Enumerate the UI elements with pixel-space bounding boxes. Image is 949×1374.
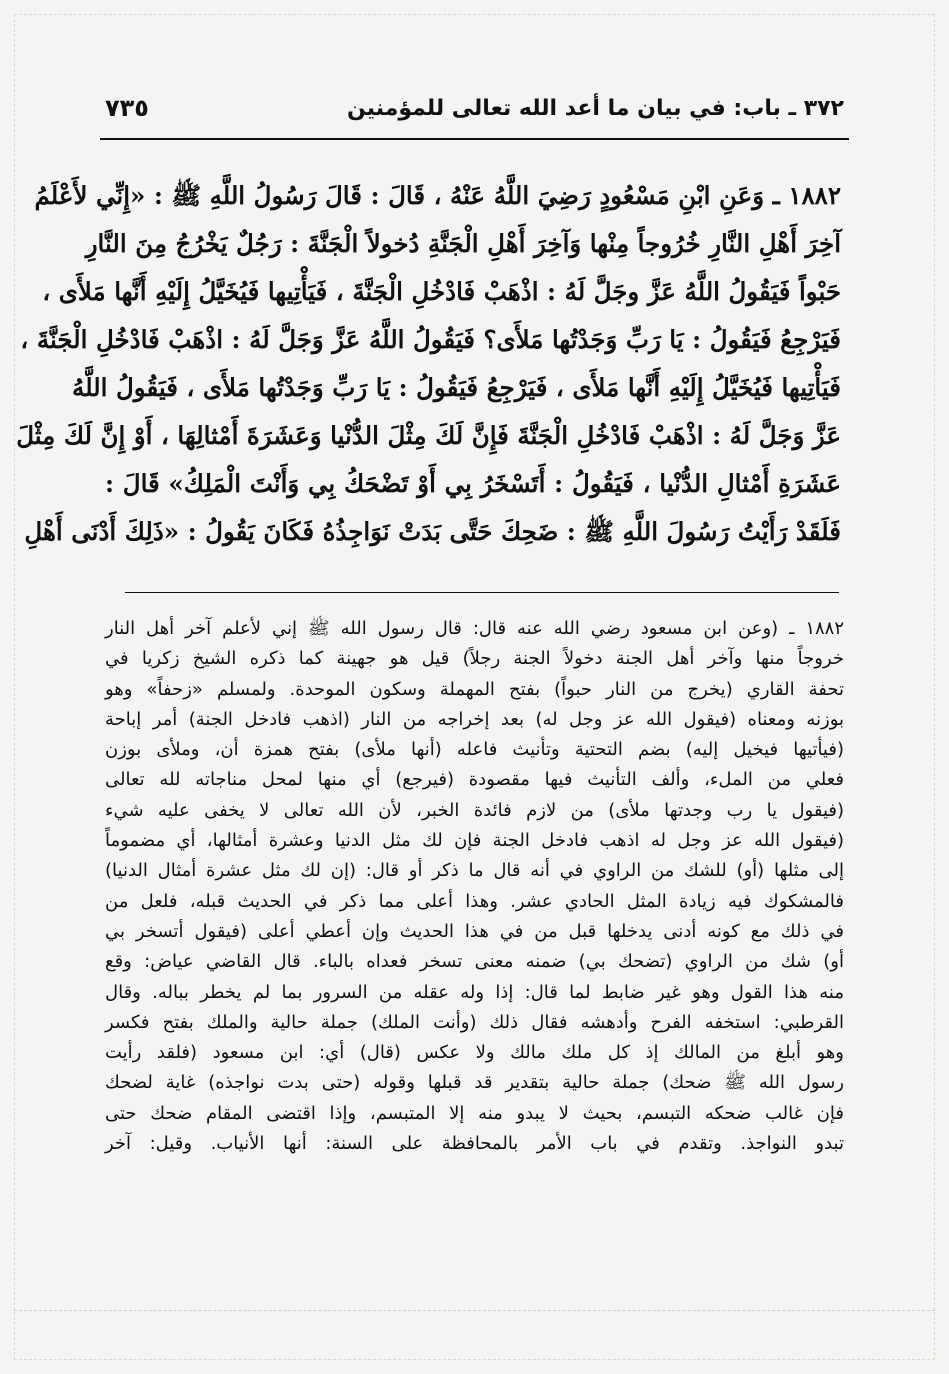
hadith-line: حَبْواً فَيَقُولُ اللَّهُ عَزَّ وجَلَّ لَهُ : اذْهَبْ فَادْخُلِ الْجَنَّةَ ، فَيَأْتِيها فَيُخَيَّلُ إِلَيْهِ أَنَّها مَلأَى ، xyxy=(42,277,841,306)
commentary-text xyxy=(105,614,844,1159)
section-divider xyxy=(125,592,839,593)
page-number: ٧٣٥ xyxy=(105,94,149,122)
header-rule xyxy=(100,138,849,140)
commentary-line: وهو أبلغ من المالك إذ كل ملك مالك ولا عكس (قال) أي: ابن مسعود (فلقد رأيت xyxy=(105,1042,844,1064)
hadith-line: فَيَرْجِعُ فَيَقُولُ : يَا رَبِّ وَجَدْتُها مَلأَى؟ فَيَقُولُ اللَّهُ عَزَّ وَجَلَّ لَهُ : اذْهَبْ فَادْخُلِ الْجَنَّةَ ، xyxy=(20,325,841,354)
commentary-line: بوزنه ومعناه (فيقول الله عز وجل له) بعد إخراجه من النار (اذهب فادخل الجنة) أمر إباحة xyxy=(105,708,844,730)
commentary-line: خروجاً منها وآخر أهل الجنة دخولاً الجنة رجلاً) قيل هو جهينة كما ذكره الشيخ زكريا في xyxy=(105,648,844,670)
commentary-line: فعلي من الملء، وألف التأنيث فيها مقصودة (فيرجع) أي منها لمحل مناجاته لله تعالى xyxy=(105,769,844,791)
commentary-line: تحفة القاري (يخرج من النار حبواً) بفتح المهملة وسكون الموحدة. ولمسلم «زحفاً» وهو xyxy=(105,678,844,700)
hadith-line: عَشَرَةِ أَمْثالِ الدُّنْيا ، فَيَقُولُ : أَتَسْخَرُ بِي أَوْ تَضْحَكُ بِي وَأَنْتَ الْمَلِكُ» قَالَ : xyxy=(105,469,841,498)
hadith-line: فَيَأْتِيها فَيُخَيَّلُ إِلَيْهِ أَنَّها مَلأَى ، فَيَرْجِعُ فَيَقُولُ : يَا رَبِّ وَجَدْتُها مَلأَى ، فَيَقُولُ اللَّهُ xyxy=(71,373,841,402)
hadith-line: آخِرَ أَهْلِ النَّارِ خُرُوجاً مِنْها وَآخِرَ أَهْلِ الْجَنَّةِ دُخولاً الْجَنَّةَ : رَجُلٌ يَخْرُجُ مِنَ النَّارِ xyxy=(85,229,841,258)
commentary-line: ١٨٨٢ ـ (وعن ابن مسعود رضي الله عنه قال: قال رسول الله ﷺ إني لأعلم آخر أهل النار xyxy=(105,618,844,639)
hadith-line: فَلَقَدْ رَأَيْتُ رَسُولَ اللَّهِ ﷺ : ضَحِكَ حَتَّى بَدَتْ نَوَاجِذُهُ فَكَانَ يَقُولُ : «ذَلِكَ أَدْنَى أَهْلِ xyxy=(24,517,841,546)
page-bottom-edge xyxy=(14,1310,935,1311)
commentary-line: أو) شك من الراوي (تضحك بي) ضمنه معنى تسخر فعداه بالباء. قال القاضي عياض: وقع xyxy=(105,951,844,973)
commentary-line: فالمشكوك فيه زيادة المثل الحادي عشر. وهذا أعلى مما ذكر في الحديث قبله، فلعل من xyxy=(105,890,844,912)
commentary-line: منه هذا القول وهو غير ضابط لما قال: إذا وله عقله من السرور بما لم يخطر بباله. وقال xyxy=(105,981,844,1003)
commentary-line: (فيقول يا رب وجدتها ملأى) من لازم فائدة الخبر، لأن الله تعالى لا يخفى عليه شيء xyxy=(105,799,844,821)
commentary-line: إلى مثلها (أو) للشك من الراوي في أنه قال ما ذكر أو قال: (إن لك مثل عشرة أمثال الدنيا) xyxy=(105,860,844,882)
hadith-text xyxy=(16,172,841,556)
commentary-line: في ذلك مع كونه أدنى يدخلها قبل من في هذا الحديث وإن أعطي أعلى (فيقول أتسخر بي xyxy=(105,920,844,942)
commentary-line: (فيأتيها فيخيل إليه) بضم التحتية وتأنيث فاعله (أنها ملأى) بفتح همزة أن، وملأى بوزن xyxy=(105,739,844,761)
page-header xyxy=(105,92,844,138)
commentary-line: القرطبي: استخفه الفرح وأدهشه فقال ذلك (وأنت الملك) جملة حالية والملك بفتح فكسر xyxy=(105,1011,844,1033)
commentary-line: رسول الله ﷺ ضحك) جملة حالية بتقدير قد قبلها وقوله (حتى بدت نواجذه) غاية لضحك xyxy=(105,1072,844,1094)
commentary-line: (فيقول الله عز وجل له اذهب فادخل الجنة فإن لك مثل الدنيا وعشرة أمثالها، أي مضموماً xyxy=(105,830,844,852)
commentary-line: تبدو النواجذ. وتقدم في باب الأمر بالمحافظة على السنة: أنها الأنياب. وقيل: آخر xyxy=(105,1133,844,1155)
hadith-line: عَزَّ وَجَلَّ لَهُ : اذْهَبْ فَادْخُلِ الْجَنَّةَ فَإِنَّ لَكَ مِثْلَ الدُّنْيا وَعَشَرَةَ أَمْثالِهَا ، أَوْ إِنَّ لَكَ مِثْلَ xyxy=(16,421,841,450)
commentary-line: فإن غالب ضحكه التبسم، بحيث لا يبدو منه إلا المتبسم، وإذا اقتضى المقام ضحك حتى xyxy=(105,1102,844,1124)
hadith-line: ١٨٨٢ ـ وَعَنِ ابْنِ مَسْعُودٍ رَضِيَ اللَّهُ عَنْهُ ، قَالَ : قَالَ رَسُولُ اللَّهِ ﷺ : «إِنِّي لأَعْلَمُ xyxy=(34,181,841,210)
chapter-title: ٣٧٢ ـ باب: في بيان ما أعد الله تعالى للمؤمنين xyxy=(346,96,844,121)
